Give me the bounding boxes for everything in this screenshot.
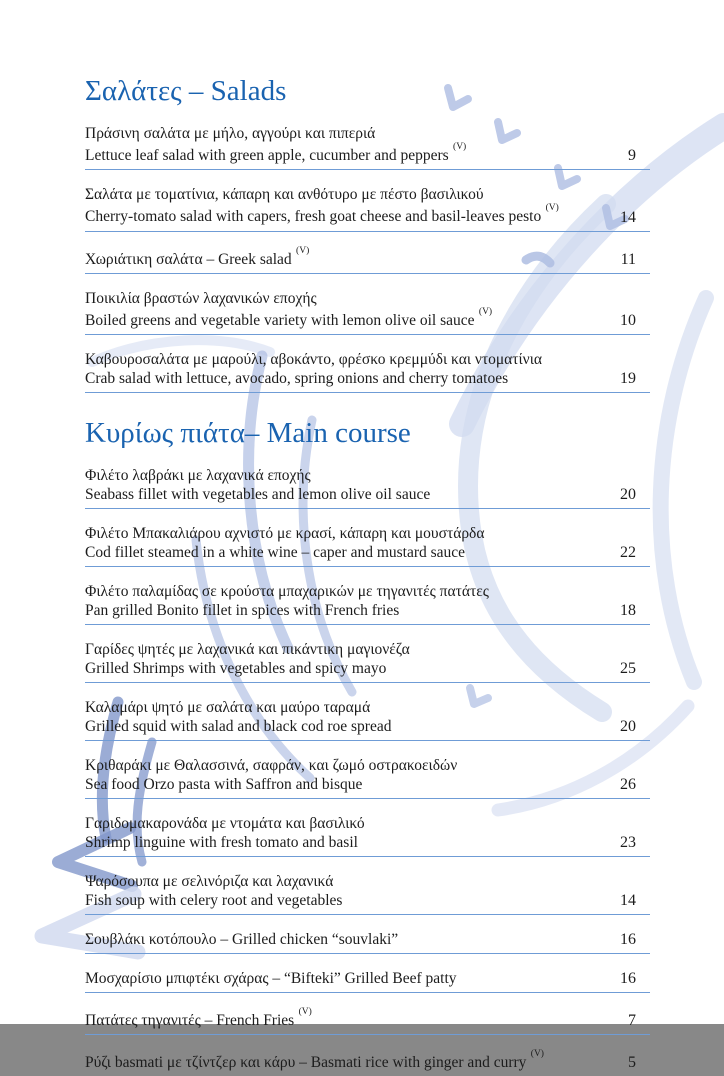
item-price: 14	[620, 208, 636, 226]
item-name-english-text: Grilled squid with salad and black cod roe spread	[85, 718, 392, 736]
item-name-english-text: Πατάτες τηγανιτές – French Fries	[85, 1012, 295, 1030]
vegetarian-marker: (V)	[293, 245, 310, 256]
item-name-greek: Ψαρόσουπα με σελινόριζα και λαχανικά	[85, 873, 334, 891]
item-name-english-text: Pan grilled Bonito fillet in spices with French fries	[85, 602, 400, 620]
item-name-english	[85, 485, 602, 504]
section-title: Κυρίως πιάτα– Main course	[85, 416, 411, 449]
menu-item	[85, 185, 650, 231]
item-name-english-text: Cod fillet steamed in a white wine – caper and mustard sauce	[85, 544, 466, 562]
menu-item	[85, 524, 650, 567]
item-text	[85, 524, 602, 562]
item-name-greek: Ποικιλία βραστών λαχανικών εποχής	[85, 289, 317, 307]
menu-item	[85, 1008, 650, 1035]
vegetarian-marker: (V)	[543, 203, 559, 214]
item-name-greek: Γαριδομακαρονάδα με ντομάτα και βασιλικό	[85, 815, 365, 833]
item-name-english-text: Boiled greens and vegetable variety with lemon olive oil sauce	[85, 311, 475, 329]
menu-item	[85, 969, 650, 993]
item-price: 16	[620, 931, 636, 949]
item-price: 14	[620, 892, 636, 910]
item-name-greek: Κριθαράκι με Θαλασσινά, σαφράν, και ζωμό οστρακοειδών	[85, 757, 458, 775]
item-price: 20	[620, 486, 636, 504]
vegetarian-marker: (V)	[528, 1049, 544, 1060]
item-name-greek: Φιλέτο παλαμίδας σε κρούστα μπαχαρικών με τηγανιτές πατάτες	[85, 583, 489, 601]
menu-section	[85, 73, 650, 393]
item-name-greek: Φιλέτο λαβράκι με λαχανικά εποχής	[85, 467, 311, 485]
menu-item	[85, 289, 650, 335]
menu-item	[85, 698, 650, 741]
section-items	[85, 124, 650, 393]
item-price: 22	[620, 544, 636, 562]
menu-section	[85, 415, 650, 1076]
watermark-arc	[661, 298, 706, 682]
item-text	[85, 872, 602, 910]
item-text	[85, 185, 602, 226]
item-name-english	[85, 1008, 602, 1030]
item-name-english	[85, 833, 602, 852]
menu-item	[85, 756, 650, 799]
item-price: 5	[628, 1054, 636, 1072]
item-price: 23	[620, 834, 636, 852]
menu-root	[85, 73, 650, 1076]
menu-item	[85, 814, 650, 857]
item-name-english-text: Χωριάτικη σαλάτα – Greek salad	[85, 250, 292, 268]
section-title: Σαλάτες – Salads	[85, 75, 287, 107]
item-name-english	[85, 775, 602, 794]
menu-item	[85, 350, 650, 393]
item-text	[85, 247, 602, 269]
item-price: 11	[620, 250, 636, 268]
item-name-english	[85, 930, 602, 949]
item-price: 19	[620, 369, 636, 387]
item-price: 18	[620, 602, 636, 620]
item-name-english-text: Shrimp linguine with fresh tomato and basil	[85, 834, 358, 852]
item-name-english-text: Crab salad with lettuce, avocado, spring onions and cherry tomatoes	[85, 369, 509, 387]
item-name-greek: Σαλάτα με τοματίνια, κάπαρη και ανθότυρο με πέστο βασιλικού	[85, 186, 484, 204]
item-price: 16	[620, 970, 636, 988]
item-name-english	[85, 369, 602, 388]
menu-item	[85, 247, 650, 274]
item-name-english-text: Seabass fillet with vegetables and lemon olive oil sauce	[85, 486, 431, 504]
item-name-english	[85, 601, 602, 620]
item-name-greek: Πράσινη σαλάτα με μήλο, αγγούρι και πιπεριά	[85, 125, 376, 143]
menu-item	[85, 872, 650, 915]
item-price: 26	[620, 776, 636, 794]
menu-item	[85, 1050, 650, 1076]
item-name-greek: Γαρίδες ψητές με λαχανικά και πικάντικη μαγιονέζα	[85, 641, 410, 659]
item-name-english	[85, 143, 602, 165]
menu-content	[85, 60, 650, 1076]
item-name-greek: Καλαμάρι ψητό με σαλάτα και μαύρο ταραμά	[85, 699, 371, 717]
item-name-english-text: Lettuce leaf salad with green apple, cucumber and peppers	[85, 147, 449, 165]
section-items	[85, 466, 650, 1076]
item-price: 10	[620, 311, 636, 329]
item-text	[85, 756, 602, 794]
item-name-english-text: Grilled Shrimps with vegetables and spicy mayo	[85, 660, 387, 678]
item-text	[85, 1050, 602, 1072]
menu-item	[85, 124, 650, 170]
item-name-english-text: Σουβλάκι κοτόπουλο – Grilled chicken “souvlaki”	[85, 931, 399, 949]
item-name-greek: Φιλέτο Μπακαλιάρου αχνιστό με κρασί, κάπαρη και μουστάρδα	[85, 525, 485, 543]
item-name-english	[85, 247, 602, 269]
item-name-greek: Καβουροσαλάτα με μαρούλι, αβοκάντο, φρέσκο κρεμμύδι και ντοματίνια	[85, 350, 542, 368]
item-name-english-text: Fish soup with celery root and vegetables	[85, 892, 343, 910]
item-name-english-text: Ρύζι basmati με τζίντζερ και κάρυ – Basmati rice with ginger and curry	[85, 1054, 527, 1072]
item-name-english	[85, 891, 602, 910]
item-name-english	[85, 204, 602, 226]
menu-item	[85, 466, 650, 509]
item-text	[85, 289, 602, 330]
item-name-english-text: Cherry-tomato salad with capers, fresh goat cheese and basil-leaves pesto	[85, 208, 542, 226]
item-price: 9	[628, 147, 636, 165]
item-text	[85, 969, 602, 988]
item-text	[85, 124, 602, 165]
item-price: 25	[620, 660, 636, 678]
menu-item	[85, 930, 650, 954]
item-name-english-text: Sea food Orzo pasta with Saffron and bisque	[85, 776, 363, 794]
vegetarian-marker: (V)	[450, 142, 467, 153]
item-price: 20	[620, 718, 636, 736]
item-text	[85, 466, 602, 504]
menu-item	[85, 582, 650, 625]
menu-item	[85, 640, 650, 683]
item-text	[85, 640, 602, 678]
item-name-english-text: Μοσχαρίσιο μπιφτέκι σχάρας – “Bifteki” Grilled Beef patty	[85, 970, 457, 988]
item-text	[85, 930, 602, 949]
item-text	[85, 350, 602, 388]
item-text	[85, 1008, 602, 1030]
item-name-english	[85, 969, 602, 988]
item-price: 7	[628, 1012, 636, 1030]
item-name-english	[85, 308, 602, 330]
item-name-english	[85, 717, 602, 736]
vegetarian-marker: (V)	[296, 1007, 312, 1018]
vegetarian-marker: (V)	[476, 306, 493, 317]
item-text	[85, 582, 602, 620]
item-name-english	[85, 1050, 602, 1072]
item-text	[85, 814, 602, 852]
item-name-english	[85, 543, 602, 562]
item-text	[85, 698, 602, 736]
item-name-english	[85, 659, 602, 678]
